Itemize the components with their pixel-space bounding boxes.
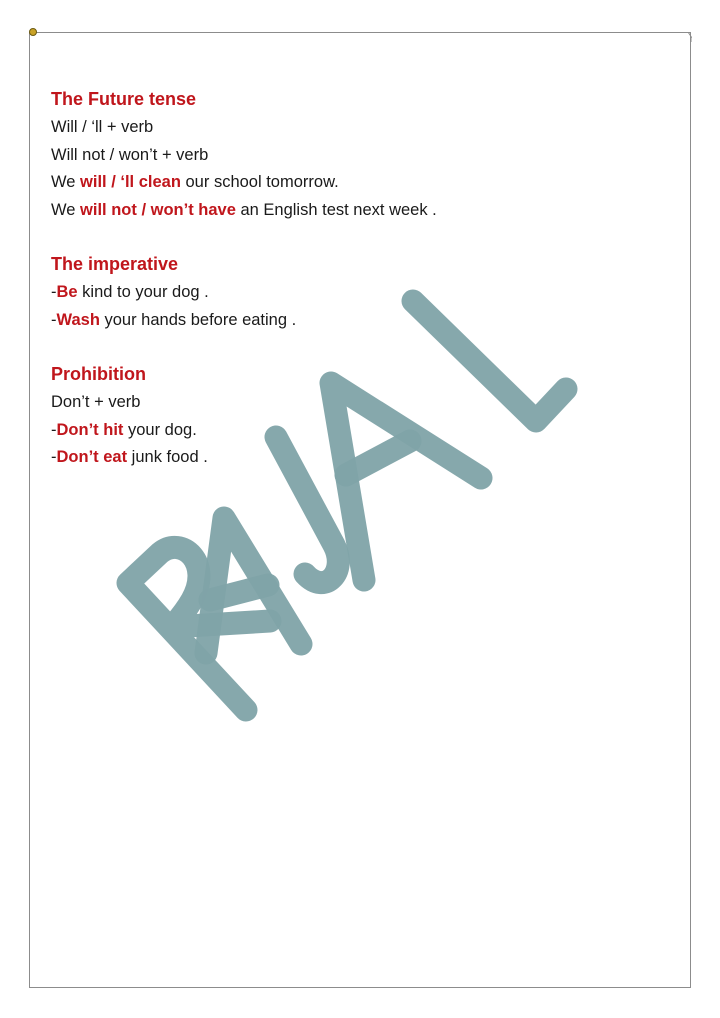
text-span: your hands before eating . <box>99 310 297 329</box>
text-span: - <box>51 448 57 466</box>
example-sentence <box>51 197 651 225</box>
text-line <box>51 389 651 417</box>
text-span: We <box>51 173 81 191</box>
section-prohibition <box>51 361 651 472</box>
section-heading: The imperative <box>51 254 179 274</box>
text-span: your dog. <box>123 420 197 439</box>
page-corner-fold-icon <box>680 32 692 42</box>
text-line <box>51 142 651 170</box>
text-span: Don’t + verb <box>51 393 141 411</box>
pin-icon <box>29 28 37 36</box>
example-sentence <box>51 417 651 445</box>
highlighted-verb: Be <box>56 283 78 301</box>
document-content <box>51 86 651 499</box>
highlighted-verb: Don’t hit <box>56 420 124 439</box>
text-span: our school tomorrow. <box>180 173 339 191</box>
text-span: junk food . <box>127 448 208 466</box>
highlighted-verb: will not / won’t have <box>80 200 236 219</box>
example-sentence <box>51 444 651 472</box>
example-sentence <box>51 307 651 335</box>
text-span: - <box>51 420 57 439</box>
text-span: an English test next week . <box>235 200 437 219</box>
text-span: - <box>51 310 57 329</box>
highlighted-verb: Wash <box>56 310 100 329</box>
text-span: Will not / won’t + verb <box>51 145 209 164</box>
text-span: - <box>51 283 57 301</box>
section-future-tense <box>51 86 651 224</box>
section-heading: Prohibition <box>51 364 146 384</box>
example-sentence <box>51 279 651 307</box>
text-span: We <box>51 200 81 219</box>
section-heading: The Future tense <box>51 89 197 109</box>
highlighted-verb: will / ‘ll clean <box>80 173 181 191</box>
example-sentence <box>51 169 651 197</box>
section-imperative <box>51 251 651 334</box>
text-line <box>51 114 651 142</box>
highlighted-verb: Don’t eat <box>56 448 128 466</box>
text-span: Will / ‘ll + verb <box>51 118 154 136</box>
text-span: kind to your dog . <box>77 283 209 301</box>
